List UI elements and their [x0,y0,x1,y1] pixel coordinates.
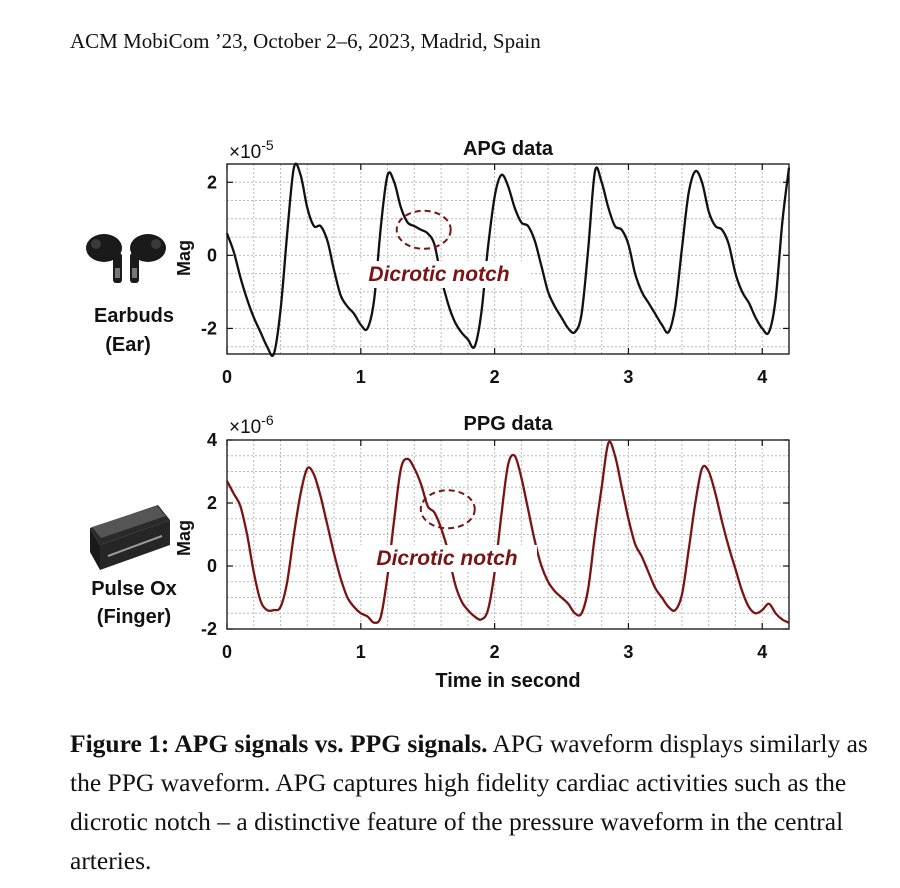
pulse-oximeter-icon [90,505,170,570]
apg-exponent-label: $\times 10^{-5}$ [229,137,274,163]
series-line-ppg [227,442,789,623]
x-tick-label: 0 [221,642,233,662]
y-tick-label: 0 [206,556,217,576]
earbuds-icon [86,234,166,283]
y-tick-label: 4 [206,430,217,450]
x-tick-label: 4 [757,642,768,662]
y-tick-label: 2 [206,172,217,193]
y-tick-label: 0 [206,245,217,266]
caption-text: APG waveform displays similarly as the PPG waveform. APG captures high fidelity cardiac activities such as the dicrotic notch – a distinctive feature of the pressure waveform in the central arteries. [70,729,868,875]
y-tick-label: 2 [206,493,217,513]
x-tick-label: 2 [489,367,500,387]
apg-chart-title: APG data [462,138,554,160]
x-tick-label: 1 [355,642,366,662]
ppg-chart-title: PPG data [463,413,553,435]
x-tick-label: 1 [355,367,366,387]
x-tick-label: 3 [623,367,634,387]
ppg-exponent-label: $\times 10^{-6}$ [229,412,274,438]
x-tick-label: 4 [757,367,768,387]
apg-y-axis-label: Mag [174,240,194,276]
dicrotic-notch-label: Dicrotic notch [376,547,518,570]
series-line-apg [227,164,789,356]
caption-label: Figure 1: APG signals vs. PPG signals. [70,729,488,758]
x-tick-label: 2 [489,642,500,662]
dicrotic-notch-label: Dicrotic notch [368,263,510,286]
y-tick-label: -2 [200,318,217,339]
pulse-ox-label: Pulse Ox [91,578,177,600]
pulse-ox-location: (Finger) [96,606,172,628]
ppg-chart [174,412,789,692]
x-axis-label: Time in second [435,670,581,692]
ppg-y-axis-label: Mag [174,520,194,556]
figure-caption [70,724,870,880]
running-header: ACM MobiCom ’23, October 2–6, 2023, Madrid, Spain [70,29,541,53]
earbuds-label: Earbuds [93,305,175,327]
earbuds-location: (Ear) [105,334,151,356]
apg-chart [174,137,789,387]
y-tick-label: -2 [200,619,217,639]
x-tick-label: 0 [221,367,233,387]
x-tick-label: 3 [623,642,634,662]
